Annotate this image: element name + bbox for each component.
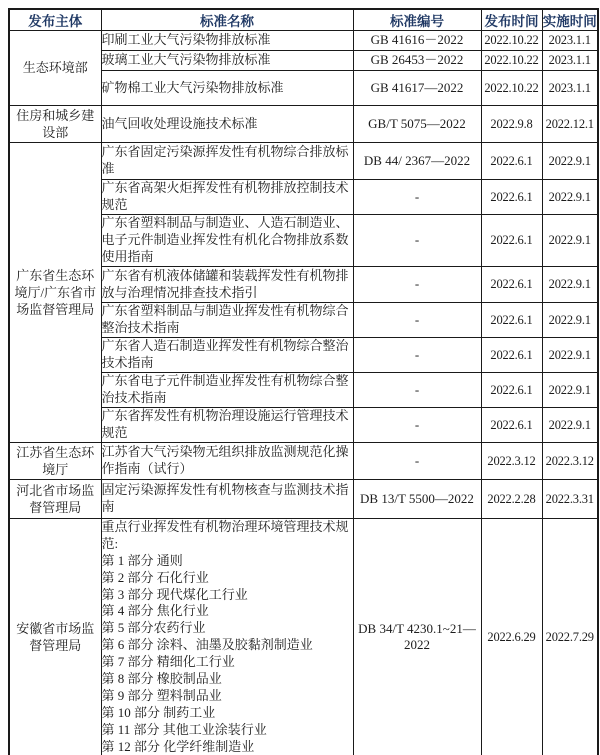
issuer-cell: 安徽省市场监督管理局 [9,519,101,755]
effective-date-cell: 2022.9.1 [542,143,598,180]
publish-date-cell: 2022.6.1 [481,408,542,443]
issuer-cell: 江苏省生态环境厅 [9,443,101,480]
publish-date-cell: 2022.6.29 [481,519,542,755]
publish-date-cell: 2022.6.1 [481,338,542,373]
standard-number-cell: GB 41617—2022 [353,71,481,106]
standard-number-cell: - [353,215,481,267]
standard-name-line: 第 11 部分 其他工业涂装行业 [101,721,267,737]
standard-number-cell: - [353,267,481,303]
standard-name-line: 第 12 部分 化学纤维制造业 [101,738,255,754]
standard-name-cell: 广东省人造石制造业挥发性有机物综合整治技术指南 [101,338,353,373]
publish-date-cell: 2022.6.1 [481,373,542,408]
standard-number-cell: - [353,180,481,215]
issuer-cell: 生态环境部 [9,31,101,106]
effective-date-cell: 2022.3.12 [542,443,598,480]
standard-name-cell: 广东省挥发性有机物治理设施运行管理技术规范 [101,408,353,443]
standard-number-cell: DB 13/T 5500—2022 [353,480,481,519]
standard-name-line: 第 6 部分 涂料、油墨及胶黏剂制造业 [101,637,313,653]
effective-date-cell: 2022.9.1 [542,303,598,338]
standard-number-cell: - [353,338,481,373]
effective-date-cell: 2023.1.1 [542,71,598,106]
effective-date-cell: 2023.1.1 [542,31,598,51]
publish-date-cell: 2022.10.22 [481,71,542,106]
standard-name-cell: 广东省电子元件制造业挥发性有机物综合整治技术指南 [101,373,353,408]
standard-name-line: 第 8 部分 橡胶制品业 [101,671,222,687]
table-header [9,9,598,31]
col-header-effective-date: 实施时间 [542,9,598,31]
standard-name-cell: 印刷工业大气污染物排放标准 [101,31,353,51]
standard-name-line: 第 2 部分 石化行业 [101,569,209,585]
publish-date-cell: 2022.6.1 [481,303,542,338]
standard-number-cell: DB 44/ 2367—2022 [353,143,481,180]
col-header-publish-date: 发布时间 [481,9,542,31]
effective-date-cell: 2022.9.1 [542,267,598,303]
table-row [9,31,598,51]
standard-number-cell: GB/T 5075—2022 [353,106,481,143]
standard-name-line: 第 1 部分 通则 [101,552,183,568]
table-row [9,443,598,480]
standard-name-cell: 固定污染源挥发性有机物核查与监测技术指南 [101,480,353,519]
standard-number-cell: DB 34/T 4230.1~21—2022 [353,519,481,755]
col-header-standard-number: 标准编号 [353,9,481,31]
standard-name-cell [101,519,353,755]
standard-name-line: 第 9 部分 塑料制品业 [101,687,222,703]
standard-name-cell: 广东省塑料制品与制造业挥发性有机物综合整治技术指南 [101,303,353,338]
issuer-cell: 河北省市场监督管理局 [9,480,101,519]
standard-name-cell: 广东省固定污染源挥发性有机物综合排放标准 [101,143,353,180]
publish-date-cell: 2022.6.1 [481,180,542,215]
col-header-issuer: 发布主体 [9,9,101,31]
effective-date-cell: 2022.7.29 [542,519,598,755]
standard-number-cell: - [353,303,481,338]
issuer-cell: 广东省生态环境厅/广东省市场监督管理局 [9,143,101,443]
standard-name-line: 第 3 部分 现代煤化工行业 [101,586,248,602]
issuer-cell: 住房和城乡建设部 [9,106,101,143]
standard-name-line: 重点行业挥发性有机物治理环境管理技术规范: [101,519,349,551]
effective-date-cell: 2022.3.31 [542,480,598,519]
standard-name-cell: 广东省高架火炬挥发性有机物排放控制技术规范 [101,180,353,215]
standard-name-line: 第 5 部分农药行业 [101,620,206,636]
effective-date-cell: 2023.1.1 [542,51,598,71]
table-body [9,31,598,755]
standard-name-cell: 玻璃工业大气污染物排放标准 [101,51,353,71]
effective-date-cell: 2022.9.1 [542,215,598,267]
table-row [9,480,598,519]
standard-name-line: 第 7 部分 精细化工行业 [101,654,235,670]
header-row [9,9,598,31]
standard-number-cell: - [353,443,481,480]
publish-date-cell: 2022.2.28 [481,480,542,519]
publish-date-cell: 2022.6.1 [481,267,542,303]
table-row [9,519,598,755]
standard-name-cell: 广东省有机液体储罐和装载挥发性有机物排放与治理情况排查技术指引 [101,267,353,303]
effective-date-cell: 2022.12.1 [542,106,598,143]
standard-name-line: 第 4 部分 焦化行业 [101,603,209,619]
standard-number-cell: - [353,408,481,443]
effective-date-cell: 2022.9.1 [542,373,598,408]
publish-date-cell: 2022.6.1 [481,143,542,180]
standard-number-cell: GB 41616－2022 [353,31,481,51]
publish-date-cell: 2022.6.1 [481,215,542,267]
standard-name-cell: 江苏省大气污染物无组织排放监测规范化操作指南（试行） [101,443,353,480]
effective-date-cell: 2022.9.1 [542,408,598,443]
publish-date-cell: 2022.10.22 [481,31,542,51]
effective-date-cell: 2022.9.1 [542,180,598,215]
standard-name-line: 第 10 部分 制药工业 [101,704,216,720]
publish-date-cell: 2022.3.12 [481,443,542,480]
col-header-standard-name: 标准名称 [101,9,353,31]
table-row [9,143,598,180]
standard-number-cell: GB 26453－2022 [353,51,481,71]
publish-date-cell: 2022.10.22 [481,51,542,71]
effective-date-cell: 2022.9.1 [542,338,598,373]
standard-name-cell: 广东省塑料制品与制造业、人造石制造业、电子元件制造业挥发性有机化合物排放系数使用指南 [101,215,353,267]
publish-date-cell: 2022.9.8 [481,106,542,143]
standard-number-cell: - [353,373,481,408]
standard-name-cell: 矿物棉工业大气污染物排放标准 [101,71,353,106]
standards-table [8,8,599,755]
standard-name-cell: 油气回收处理设施技术标准 [101,106,353,143]
table-row [9,106,598,143]
